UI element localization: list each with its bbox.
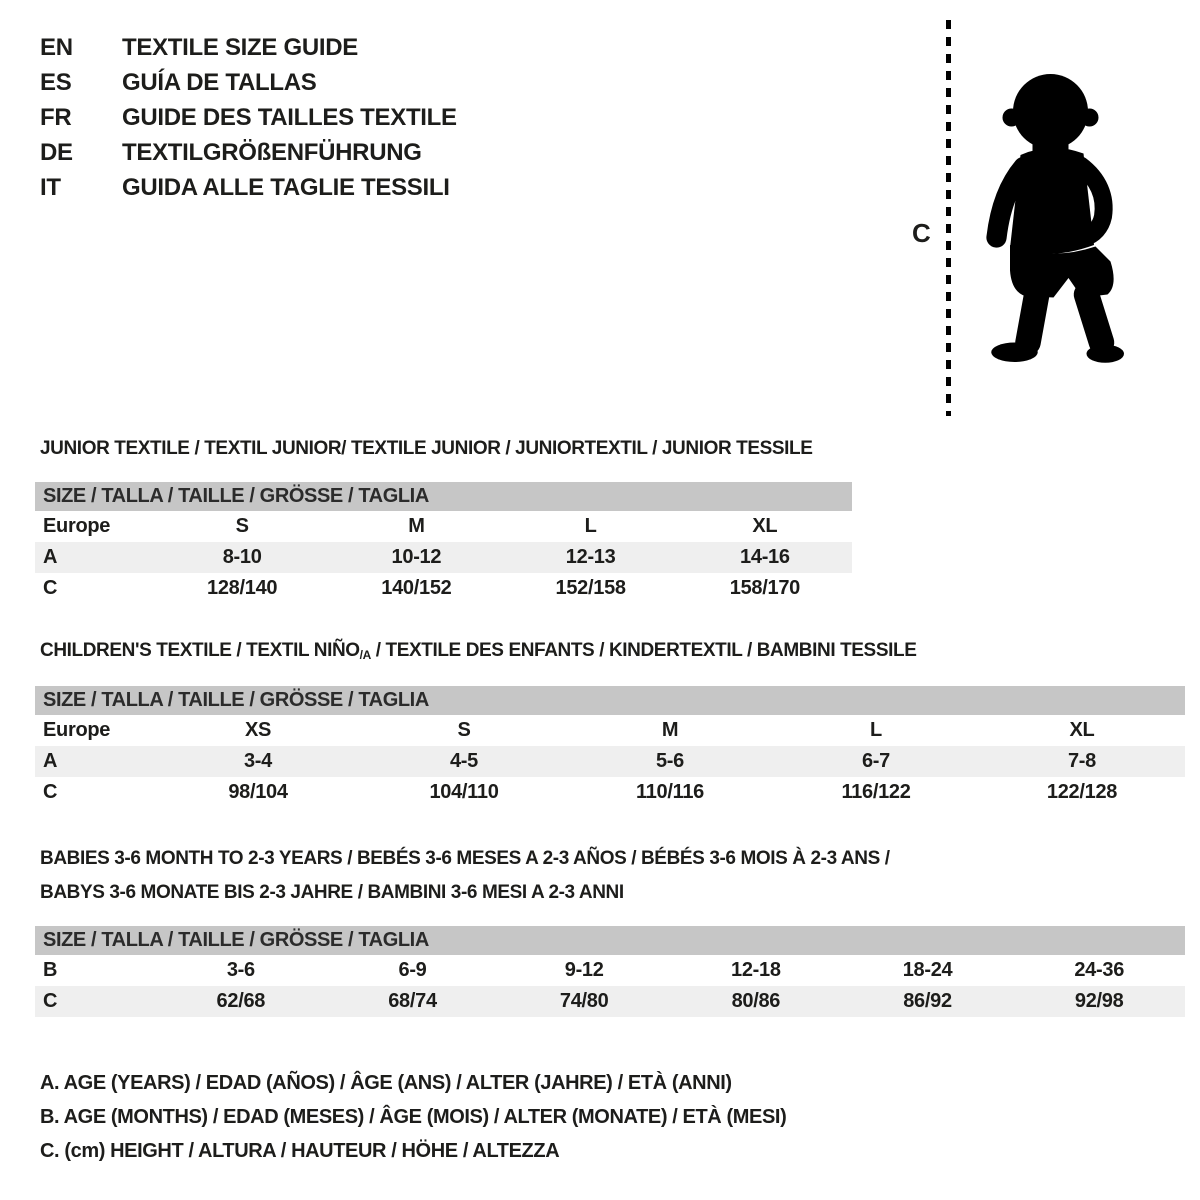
height-cell: 92/98 bbox=[1074, 990, 1124, 1012]
size-cell: M bbox=[408, 515, 425, 537]
language-row-es bbox=[40, 65, 457, 100]
row-label: Europe bbox=[43, 719, 111, 741]
height-measure-label: C bbox=[912, 218, 931, 248]
age-cell: 6-7 bbox=[861, 750, 890, 772]
language-code: IT bbox=[40, 174, 61, 201]
age-cell: 14-16 bbox=[740, 546, 790, 568]
language-row-it bbox=[40, 170, 457, 205]
height-cell: 152/158 bbox=[555, 577, 626, 599]
language-code: EN bbox=[40, 34, 73, 61]
size-cell: L bbox=[870, 719, 882, 741]
table-row bbox=[35, 746, 1185, 777]
size-cell: L bbox=[584, 515, 597, 537]
table-row bbox=[35, 955, 1185, 986]
childrens-section-title bbox=[40, 640, 1185, 662]
legend-line-c: C. (cm) HEIGHT / ALTURA / HAUTEUR / HÖHE / ALTEZZA bbox=[40, 1140, 560, 1162]
height-cell: 122/128 bbox=[1046, 781, 1118, 803]
row-label: A bbox=[43, 546, 58, 568]
junior-textile-section bbox=[35, 438, 852, 604]
guide-title-es: GUÍA DE TALLAS bbox=[122, 69, 317, 96]
guide-title-it: GUIDA ALLE TAGLIE TESSILI bbox=[122, 174, 450, 201]
table-row bbox=[35, 511, 852, 542]
junior-size-header: SIZE / TALLA / TAILLE / GRÖSSE / TAGLIA bbox=[35, 482, 852, 511]
height-cell: 68/74 bbox=[388, 990, 437, 1012]
age-cell: 5-6 bbox=[655, 750, 684, 772]
junior-section-title: JUNIOR TEXTILE / TEXTIL JUNIOR/ TEXTILE JUNIOR / JUNIORTEXTIL / JUNIOR TESSILE bbox=[40, 438, 813, 459]
age-cell: 7-8 bbox=[1067, 750, 1096, 772]
height-cell: 80/86 bbox=[731, 990, 781, 1012]
title-text: CHILDREN'S TEXTILE / TEXTIL NIÑO bbox=[40, 640, 360, 661]
height-cell: 140/152 bbox=[381, 577, 452, 599]
babies-title-line1: BABIES 3-6 MONTH TO 2-3 YEARS / BEBÉS 3-6 MESES A 2-3 AÑOS / BÉBÉS 3-6 MOIS À 2-3 ANS / bbox=[40, 848, 890, 869]
size-cell: XL bbox=[752, 515, 778, 537]
age-cell: 9-12 bbox=[564, 959, 604, 981]
age-cell: 3-4 bbox=[243, 750, 272, 772]
height-cell: 62/68 bbox=[216, 990, 266, 1012]
language-code: ES bbox=[40, 69, 72, 96]
age-cell: 12-13 bbox=[565, 546, 616, 568]
title-text: / TEXTILE DES ENFANTS / KINDERTEXTIL / BAMBINI TESSILE bbox=[370, 640, 917, 661]
language-row-de bbox=[40, 135, 457, 170]
size-cell: M bbox=[661, 719, 679, 741]
babies-title-line2: BABYS 3-6 MONATE BIS 2-3 JAHRE / BAMBINI 3-6 MESI A 2-3 ANNI bbox=[40, 882, 624, 903]
table-row bbox=[35, 777, 1185, 808]
guide-title-en: TEXTILE SIZE GUIDE bbox=[122, 34, 358, 61]
age-cell: 24-36 bbox=[1074, 959, 1125, 981]
row-label: B bbox=[43, 959, 58, 981]
childrens-textile-section bbox=[35, 640, 1185, 808]
height-cell: 98/104 bbox=[228, 781, 288, 803]
row-label: Europe bbox=[43, 515, 111, 537]
table-row bbox=[35, 573, 852, 604]
height-cell: 74/80 bbox=[559, 990, 609, 1012]
language-code: FR bbox=[40, 104, 72, 131]
age-cell: 8-10 bbox=[222, 546, 262, 568]
row-label: C bbox=[43, 990, 58, 1012]
age-cell: 4-5 bbox=[449, 750, 478, 772]
legend-line-b: B. AGE (MONTHS) / EDAD (MESES) / ÂGE (MOIS) / ALTER (MONATE) / ETÀ (MESI) bbox=[40, 1106, 787, 1128]
guide-title-de: TEXTILGRÖßENFÜHRUNG bbox=[122, 139, 422, 166]
table-row bbox=[35, 715, 1185, 746]
age-cell: 12-18 bbox=[731, 959, 781, 981]
language-row-fr bbox=[40, 100, 457, 135]
height-cell: 116/122 bbox=[841, 781, 911, 803]
measurement-legend bbox=[40, 1066, 786, 1168]
height-measure-line bbox=[946, 20, 951, 416]
size-cell: S bbox=[457, 719, 471, 741]
legend-line-a: A. AGE (YEARS) / EDAD (AÑOS) / ÂGE (ANS) / ALTER (JAHRE) / ETÀ (ANNI) bbox=[40, 1072, 732, 1094]
height-cell: 110/116 bbox=[636, 781, 704, 803]
language-code: DE bbox=[40, 139, 73, 166]
title-subscript: /A bbox=[359, 648, 371, 662]
table-row bbox=[35, 542, 852, 573]
size-cell: S bbox=[235, 515, 249, 537]
height-cell: 128/140 bbox=[207, 577, 278, 599]
babies-section-title bbox=[40, 842, 1185, 910]
age-cell: 6-9 bbox=[398, 959, 427, 981]
babies-textile-section bbox=[35, 842, 1185, 1017]
height-cell: 86/92 bbox=[903, 990, 952, 1012]
age-cell: 10-12 bbox=[391, 546, 442, 568]
guide-title-fr: GUIDE DES TAILLES TEXTILE bbox=[122, 104, 457, 131]
baby-silhouette-icon bbox=[962, 18, 1142, 418]
age-cell: 3-6 bbox=[226, 959, 255, 981]
childrens-size-header: SIZE / TALLA / TAILLE / GRÖSSE / TAGLIA bbox=[35, 686, 1185, 715]
row-label: C bbox=[43, 781, 58, 803]
height-cell: 158/170 bbox=[729, 577, 800, 599]
row-label: C bbox=[43, 577, 58, 599]
height-measure-figure bbox=[900, 14, 1160, 424]
table-row bbox=[35, 986, 1185, 1017]
row-label: A bbox=[43, 750, 58, 772]
height-cell: 104/110 bbox=[429, 781, 499, 803]
babies-size-header: SIZE / TALLA / TAILLE / GRÖSSE / TAGLIA bbox=[35, 926, 1185, 955]
age-cell: 18-24 bbox=[902, 959, 953, 981]
language-title-list bbox=[40, 30, 457, 205]
size-cell: XS bbox=[244, 719, 272, 741]
language-row-en bbox=[40, 30, 457, 65]
size-cell: XL bbox=[1069, 719, 1095, 741]
